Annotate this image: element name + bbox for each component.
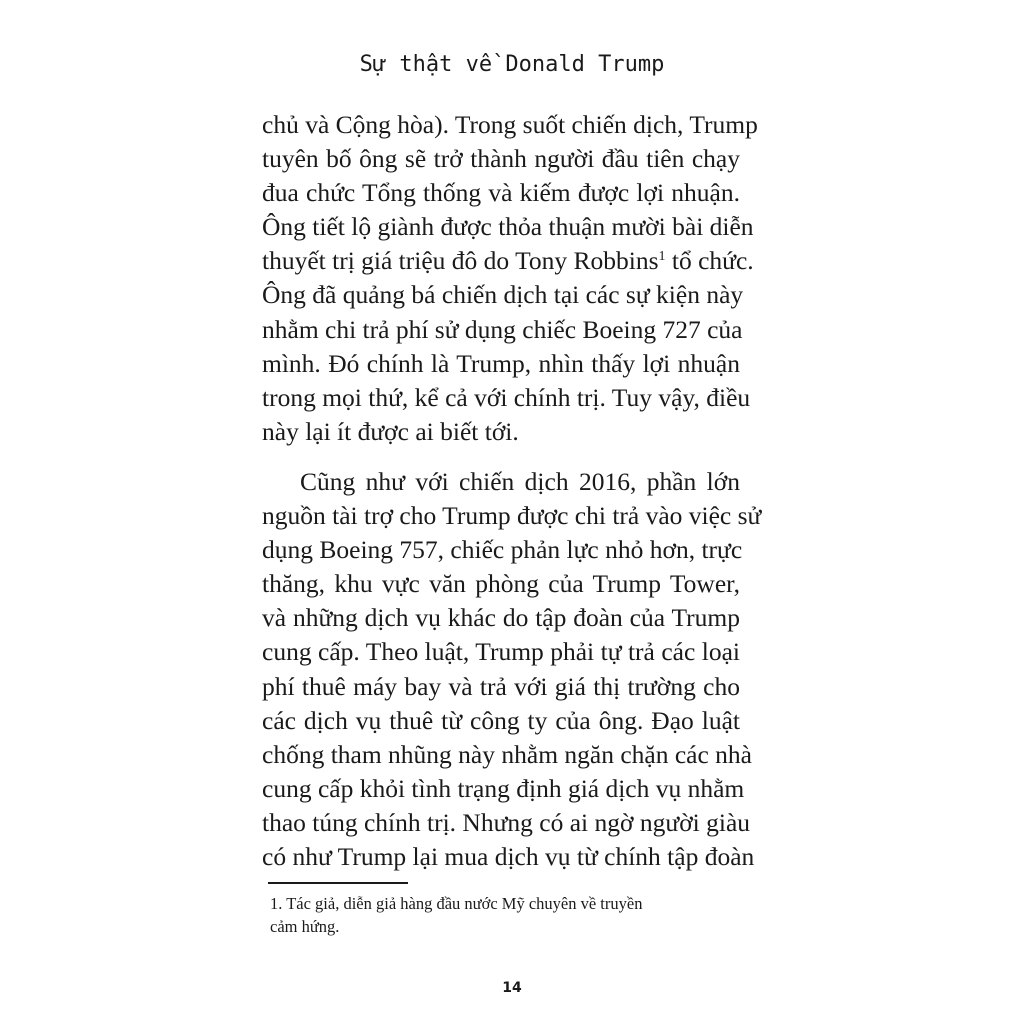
footnote-line: cảm hứng. bbox=[270, 917, 340, 936]
paragraph bbox=[262, 465, 762, 874]
text-line: tuyên bố ông sẽ trở thành người đầu tiên chạy bbox=[262, 144, 740, 174]
text-line: trong mọi thứ, kể cả với chính trị. Tuy vậy, điều bbox=[262, 382, 751, 412]
text-line: đua chức Tổng thống và kiếm được lợi nhuận. bbox=[262, 178, 740, 208]
text-line: chống tham nhũng này nhằm ngăn chặn các nhà bbox=[262, 739, 753, 769]
text-line bbox=[262, 244, 754, 278]
footnote bbox=[270, 892, 744, 938]
text-line: mình. Đó chính là Trump, nhìn thấy lợi nhuận bbox=[262, 348, 740, 378]
text-line: Ông tiết lộ giành được thỏa thuận mười bài diễn bbox=[262, 212, 754, 242]
text-line: này lại ít được ai biết tới. bbox=[262, 416, 519, 446]
body-text bbox=[262, 108, 762, 874]
text-line: phí thuê máy bay và trả với giá thị trường cho bbox=[262, 671, 740, 701]
text-line: có như Trump lại mua dịch vụ từ chính tập đoàn bbox=[262, 841, 755, 871]
text-line: cung cấp. Theo luật, Trump phải tự trả các loại bbox=[262, 637, 740, 667]
text-line: dụng Boeing 757, chiếc phản lực nhỏ hơn, trực bbox=[262, 535, 743, 565]
text-line: chủ và Cộng hòa). Trong suốt chiến dịch, Trump bbox=[262, 110, 758, 139]
text-segment: thuyết trị giá triệu đô do Tony Robbins bbox=[262, 246, 659, 276]
text-segment: tổ chức. bbox=[665, 246, 754, 276]
paragraph bbox=[262, 108, 758, 449]
text-line: cung cấp khỏi tình trạng định giá dịch vụ nhằm bbox=[262, 773, 745, 803]
paragraph-gap bbox=[262, 449, 740, 465]
text-line: các dịch vụ thuê từ công ty của ông. Đạo luật bbox=[262, 705, 740, 735]
text-line: và những dịch vụ khác do tập đoàn của Trump bbox=[262, 603, 740, 633]
running-header: Sự thật về Donald Trump bbox=[359, 52, 665, 77]
footnote-line: 1. Tác giả, diễn giả hàng đầu nước Mỹ chuyên về truyền bbox=[270, 894, 643, 913]
text-line: nguồn tài trợ cho Trump được chi trả vào việc sử bbox=[262, 501, 762, 531]
footnote-marker: 1 bbox=[658, 249, 666, 265]
text-line: nhằm chi trả phí sử dụng chiếc Boeing 727 của bbox=[262, 314, 743, 344]
footnote-divider bbox=[268, 882, 408, 884]
page-number: 14 bbox=[502, 980, 522, 996]
text-line: thăng, khu vực văn phòng của Trump Tower, bbox=[262, 569, 740, 599]
text-line: Ông đã quảng bá chiến dịch tại các sự kiện này bbox=[262, 280, 744, 310]
text-line: Cũng như với chiến dịch 2016, phần lớn bbox=[300, 466, 740, 496]
text-line: thao túng chính trị. Nhưng có ai ngờ người giàu bbox=[262, 807, 751, 837]
